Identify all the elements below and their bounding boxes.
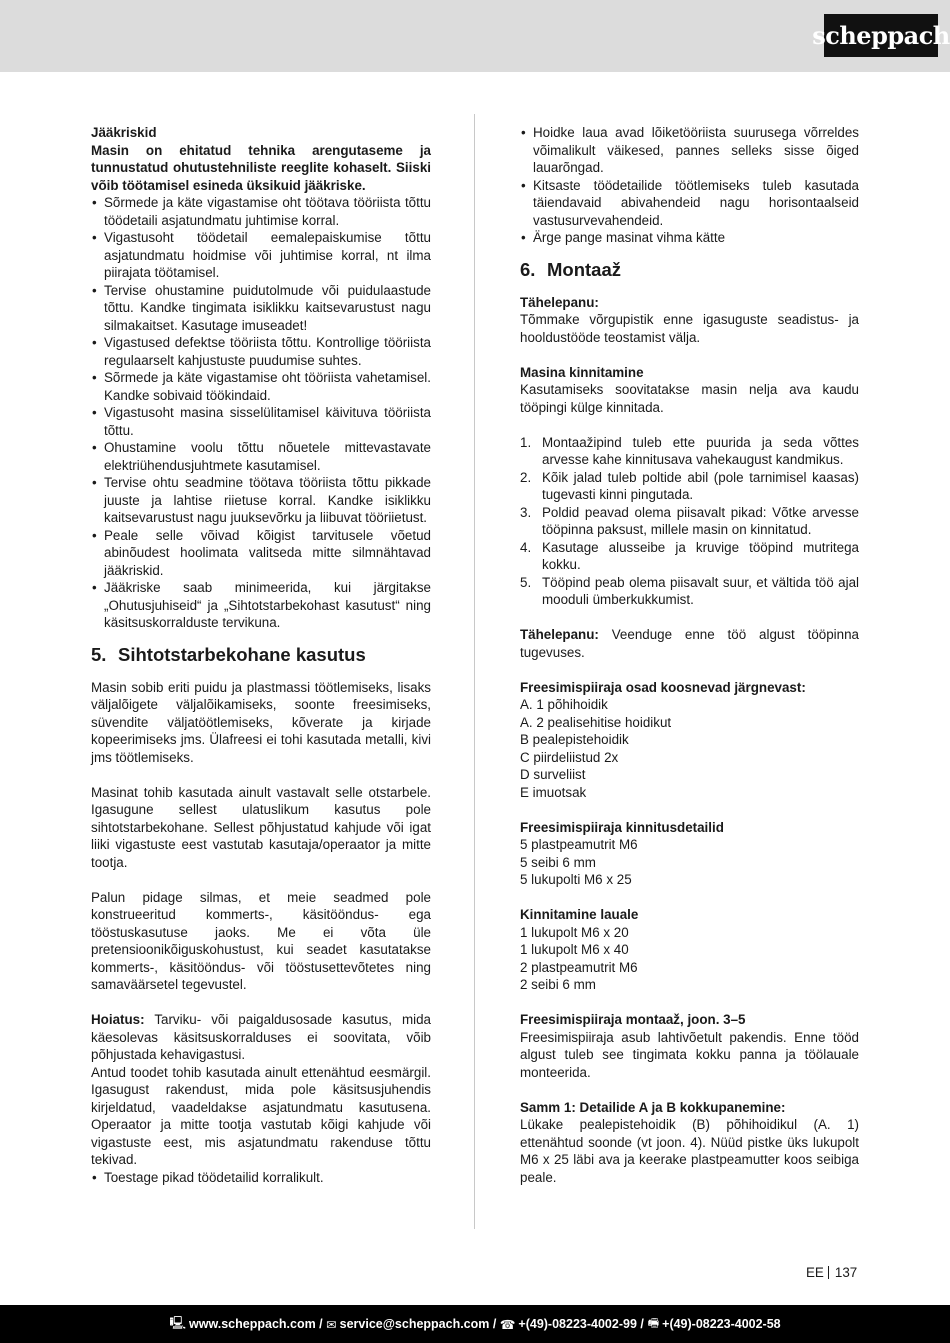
step-item: 3. Poldid peavad olema piisavalt pikad: Võtke arvesse tööpinna paksust, millele masin on kinnitatud. <box>520 504 859 537</box>
mount-steps <box>520 434 859 609</box>
page-lang: EE <box>806 1265 824 1280</box>
assembly-text: Freesimispiiraja asub lahtivõetult pakendis. Enne tööd algust tuleb see tingimata kokku panna ja töölauale monteerida. <box>520 1029 859 1080</box>
assembly-title: Freesimispiiraja montaaž, joon. 3–5 <box>520 1012 746 1027</box>
step1-text: Lükake pealepistehoidik (B) põhihoidikul (A. 1) ettenähtud soonde (vt joon. 4). Nüüd pistke üks lukupolt M6 x 25 läbi ava ja keerake plastpeamutter koos seibiga peale. <box>520 1117 859 1185</box>
warning-label: Hoiatus: <box>91 1012 145 1027</box>
parts-item: E imuotsak <box>520 784 587 800</box>
parts-title: Freesimispiiraja osad koosnevad järgnevast: <box>520 679 806 695</box>
step-item: 1. Montaažipind tuleb ette puurida ja seda võttes arvesse kahe kinnitusava vahekaugust kandmikus. <box>520 434 859 467</box>
scheppach-logo[interactable]: scheppach <box>824 14 938 57</box>
table-mount-item: 2 plastpeamutrit M6 <box>520 959 638 975</box>
section-number: 5. <box>91 643 107 665</box>
table-mount-item: 1 lukupolt M6 x 40 <box>520 942 629 957</box>
section-title: Sihtotstarbekohane kasutus <box>118 643 366 665</box>
warning-text: Tarviku- või paigaldusosade kasutus, mida käesolevas käsitsuskorralduses ei soovitata, võib põhjustada kehavigastusi. <box>91 1012 431 1062</box>
safety-list <box>520 124 859 247</box>
table-mount-item: 2 seibi 6 mm <box>520 977 596 992</box>
parts-item: B pealepistehoidik <box>520 732 629 747</box>
paragraph: Antud toodet tohib kasutada ainult ettenähtud eesmärgil. Igasugust rakendust, mida pole käsitsusjuhendis kirjeldatud, vaadeldakse asjatundmatu kasutusena. Operaator ja mitte tootja vastutab kõigi kahjude või vigastuste eest, mis asjatundmatu rakenduse tõttu tekivad. <box>91 1064 431 1167</box>
warning-paragraph <box>91 1011 431 1064</box>
table-mount-title: Kinnitamine lauale <box>520 907 639 922</box>
header-bar <box>0 0 950 72</box>
list-item: • Sõrmede ja käte vigastamise oht töötava tööriista tõttu töödetaili asjatundmatu juhtimise korral. <box>91 194 431 229</box>
usage-list <box>91 1169 431 1187</box>
attention2-label: Tähelepanu: <box>520 627 599 642</box>
attention-text: Tõmmake võrgupistik enne igasuguste seadistus- ja hooldustööde teostamist välja. <box>520 312 859 345</box>
fix-title: Freesimispiiraja kinnitusdetailid <box>520 819 724 835</box>
parts-item: A. 2 pealisehitise hoidikut <box>520 714 672 730</box>
risks-intro: Masin on ehitatud tehnika arengutaseme ja tunnustatud ohutustehniliste reeglite kohaselt. Siiski võib töötamisel esineda üksikuid jääkriske. <box>91 142 431 193</box>
attention2-text: Veenduge enne töö algust tööpinna tugevuses. <box>520 627 859 660</box>
list-item: • Tervise ohustamine puidutolmude või puidulaastude tõttu. Kandke tingimata isiklikku kaitsevarustust nagu silmakaitset. Kasutage imuseadet! <box>91 282 431 335</box>
computer-icon: 🖳 <box>169 1315 187 1330</box>
section-title: Montaaž <box>547 258 621 280</box>
list-item: • Ohustamine voolu tõttu nõuetele mittevastavate elektriühendusjuhtmete kasutamisel. <box>91 439 431 474</box>
footer-fax[interactable]: +(49)-08223-4002-58 <box>662 1317 781 1331</box>
attention-label: Tähelepanu: <box>520 294 599 310</box>
left-column <box>91 124 431 1186</box>
section-number: 6. <box>520 258 536 280</box>
phone-icon: ☎ <box>499 1317 516 1332</box>
list-item: • Vigastusoht töödetail eemalepaiskumise tõttu asjatundmatu hoidmise või juhtimise korral, nt ilma piirajata töötamisel. <box>91 229 431 282</box>
list-item: • Vigastused defektse tööriista tõttu. Kontrollige tööriista regulaarselt kahjustuste puudumise suhtes. <box>91 334 431 369</box>
footer-website-link[interactable]: www.scheppach.com / <box>189 1317 323 1331</box>
parts-item: C piirdeliistud 2x <box>520 749 619 765</box>
list-item: • Jääkriske saab minimeerida, kui järgitakse „Ohutusjuhiseid“ ja „Sihtotstarbekohast kasutust“ ning käsitsuskorralduste tervikuna. <box>91 579 431 632</box>
attention2-paragraph <box>520 626 859 661</box>
section-6-heading <box>520 259 859 281</box>
step1-title: Samm 1: Detailide A ja B kokkupanemine: <box>520 1099 786 1115</box>
mount-text: Kasutamiseks soovitatakse masin nelja ava kaudu tööpingi külge kinnitada. <box>520 382 859 415</box>
mail-icon: ✉ <box>326 1317 337 1332</box>
fix-item: 5 plastpeamutrit M6 <box>520 837 638 852</box>
fix-item: 5 seibi 6 mm <box>520 854 596 870</box>
paragraph: Palun pidage silmas, et meie seadmed pole konstrueeritud kommerts-, käsitööndus- ega tööstuskasutuse jaoks. Me ei võta üle pretensioonikõiguskohustust, kui seadet kasutatakse kommerts-, käsitööndus- või tööstusettevõtetes ning samaväärsetel tegevustel. <box>91 889 431 992</box>
right-column <box>520 124 859 1186</box>
fax-icon: 🖷 <box>647 1315 660 1330</box>
paragraph: Masinat tohib kasutada ainult vastavalt selle otstarbele. Igasugune sellest ulatuslikum kasutus pole sihtotstarbekohane. Sellest põhjustatud kahjude või igat liiki vigastuste eest vastutab kasutaja/operaator ja mitte tootja. <box>91 784 431 870</box>
list-item: • Sõrmede ja käte vigastamise oht tööriista vahetamisel. Kandke sobivaid töökindaid. <box>91 369 431 404</box>
footer-phone[interactable]: +(49)-08223-4002-99 / <box>518 1317 644 1331</box>
list-item: • Ärge pange masinat vihma kätte <box>520 229 859 247</box>
page-num: 137 <box>834 1265 858 1280</box>
page-number <box>806 1265 857 1280</box>
risks-title: Jääkriskid <box>91 125 157 140</box>
mount-title: Masina kinnitamine <box>520 364 644 380</box>
list-item: • Toestage pikad töödetailid korralikult. <box>91 1169 431 1187</box>
risks-list <box>91 194 431 632</box>
section-5-heading <box>91 644 431 666</box>
table-mount-item: 1 lukupolt M6 x 20 <box>520 924 629 940</box>
list-item: • Tervise ohtu seadmine töötava tööriista tõttu pikkade juuste ja lahtise riietuse korral. Kandke isiklikku kaitsevarustust nagu juuksevõrku ja liibuvat tööriietust. <box>91 474 431 527</box>
fix-item: 5 lukupolti M6 x 25 <box>520 872 632 887</box>
list-item: • Hoidke laua avad lõiketööriista suurusega võrreldes võimalikult väikesed, pannes selleks sisse õiged lauarõngad. <box>520 124 859 177</box>
column-divider <box>474 114 475 1229</box>
footer-email-link[interactable]: service@scheppach.com / <box>339 1317 497 1331</box>
step-item: 2. Kõik jalad tuleb poltide abil (pole tarnimisel kaasas) tugevasti kinni pingutada. <box>520 469 859 502</box>
list-item: • Vigastusoht masina sisselülitamisel käivituva tööriista tõttu. <box>91 404 431 439</box>
list-item: • Peale selle võivad kõigist tarvitusele võetud abinõudest hoolimata valitseda mitte silmnähtavad jääkriskid. <box>91 527 431 580</box>
parts-item: A. 1 põhihoidik <box>520 697 608 712</box>
step-item: 4. Kasutage alusseibe ja kruvige tööpind mutritega kokku. <box>520 539 859 572</box>
paragraph: Masin sobib eriti puidu ja plastmassi töötlemiseks, lisaks väljalõigete väljalõikamiseks, soonte freesimiseks, süvendite väljatöötlemiseks, kõverate ja kirjade kopeerimiseks jms. Ülafreesi ei tohi kasutada metalli, kivi jms töötlemiseks. <box>91 679 431 765</box>
list-item: • Kitsaste töödetailide töötlemiseks tuleb kasutada täiendavaid abivahendeid nagu horisontaalseid vastusurvevahendeid. <box>520 177 859 230</box>
footer-bar <box>0 1305 950 1343</box>
parts-item: D surveliist <box>520 767 586 782</box>
step-item: 5. Tööpind peab olema piisavalt suur, et vältida töö ajal mooduli ümberkukkumist. <box>520 574 859 607</box>
